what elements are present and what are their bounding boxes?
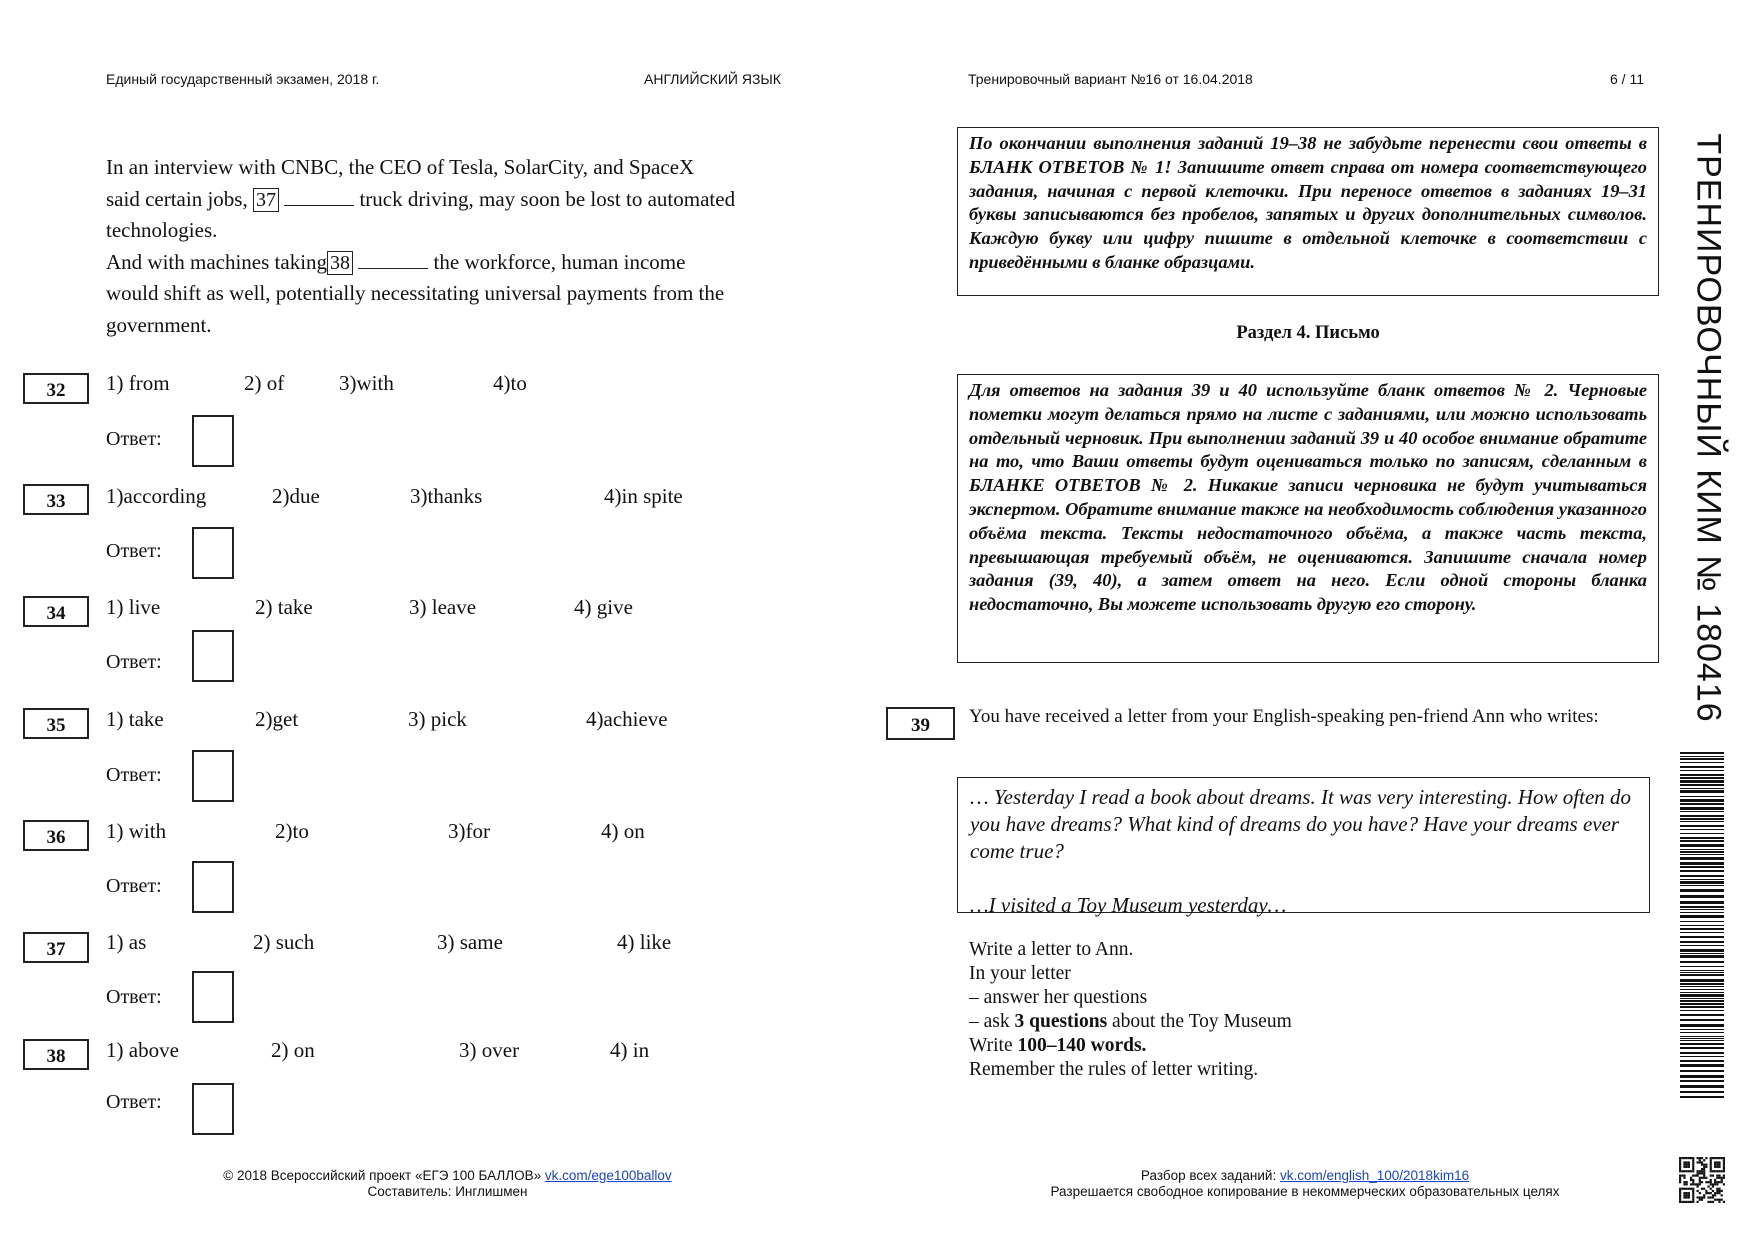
option-2: 2) such [253, 930, 315, 954]
header-subject: АНГЛИЙСКИЙ ЯЗЫК [644, 71, 781, 87]
option-3: 3)for [448, 819, 490, 843]
instruction-emphasis: 100–140 words. [1017, 1035, 1147, 1056]
section-title: Раздел 4. Письмо [1236, 323, 1380, 343]
passage-line [106, 184, 796, 216]
gap-blank [284, 187, 354, 206]
option-3: 3) leave [409, 595, 477, 619]
gap-blank [358, 250, 428, 269]
passage-text: truck driving, may soon be lost to automated [354, 186, 736, 211]
answer-box-32[interactable] [192, 415, 234, 467]
answer-label: Ответ: [106, 540, 162, 562]
footer-right [1000, 1168, 1610, 1200]
option-1: 1) take [106, 707, 164, 731]
option-2: 2) on [271, 1038, 315, 1062]
option-3: 3)thanks [410, 484, 483, 508]
option-1: 1) live [106, 595, 161, 619]
instruction-text: – ask [969, 1011, 1015, 1032]
answer-label: Ответ: [106, 428, 162, 450]
reading-passage [106, 152, 796, 341]
task-number-39: 39 [886, 707, 955, 740]
answer-box-35[interactable] [192, 750, 234, 802]
question-number-36: 36 [23, 820, 89, 851]
option-3: 3)with [339, 371, 394, 395]
option-1: 1) above [106, 1038, 179, 1062]
option-4: 4)achieve [586, 707, 668, 731]
option-2: 2)to [275, 819, 309, 843]
vertical-label-text: ТРЕНИРОВОЧНЫЙ КИМ № 180416 [1689, 133, 1727, 723]
gap-number-37: 37 [253, 188, 279, 212]
passage-line: technologies. [106, 218, 218, 242]
project-link[interactable]: vk.com/ege100ballov [544, 1168, 672, 1183]
passage-text: And with machines taking [106, 249, 328, 274]
page-number: 6 / 11 [1610, 71, 1644, 87]
answer-box-38[interactable] [192, 1083, 234, 1135]
copyright-text: © 2018 Всероссийский проект «ЕГЭ 100 БАЛЛОВ» [223, 1168, 545, 1183]
option-1: 1) with [106, 819, 167, 843]
passage-text: said certain jobs, [106, 186, 253, 211]
writing-instructions-notice: Для ответов на задания 39 и 40 используйте бланк ответов № 2. Черновые пометки могут делаться прямо на листе с заданиями, или можно использовать отдельный черновик. При выполнении заданий 39 и 40 особое внимание обратите на то, что Ваши ответы будут оцениваться только по записям, сделанным в БЛАНКЕ ОТВЕТОВ № 2. Никакие записи черновика не будут учитываться экспертом. Обратите внимание также на необходимость соблюдения указанного объёма текста. Тексты недостаточного объёма, а также часть текста, превышающая требуемый объём, не оцениваются. Запишите сначала номер задания (39, 40), а затем ответ на него. Если одной стороны бланка недостаточно, Вы можете использовать другую его сторону. [957, 374, 1659, 663]
letter-text: …I visited a Toy Museum yesterday… [970, 893, 1287, 917]
question-number-32: 32 [23, 373, 89, 404]
option-4: 4) on [601, 819, 645, 843]
analysis-link[interactable]: vk.com/english_100/2018kim16 [1279, 1168, 1470, 1183]
task-39-instructions [969, 938, 1649, 1082]
footer-author: Составитель: Инглишмен [367, 1184, 528, 1199]
question-number-37: 37 [23, 932, 89, 963]
question-number-38: 38 [23, 1039, 89, 1070]
instruction-line: Write a letter to Ann. [969, 939, 1134, 960]
gap-number-38: 38 [327, 251, 353, 275]
header-exam-title: Единый государственный экзамен, 2018 г. [106, 71, 380, 87]
answer-label: Ответ: [106, 764, 162, 786]
passage-line [106, 247, 796, 279]
instruction-emphasis: 3 questions [1014, 1011, 1108, 1032]
passage-text: the workforce, human income [428, 249, 686, 274]
question-number-33: 33 [23, 484, 89, 515]
header-variant: Тренировочный вариант №16 от 16.04.2018 [968, 71, 1253, 87]
option-1: 1)according [106, 484, 207, 508]
footer-license: Разрешается свободное копирование в некоммерческих образовательных целях [1050, 1184, 1560, 1199]
answer-label: Ответ: [106, 1091, 162, 1113]
option-3: 3) same [437, 930, 503, 954]
footer-line [160, 1168, 735, 1184]
instruction-line: – answer her questions [969, 987, 1148, 1008]
passage-line: government. [106, 312, 212, 337]
option-1: 1) from [106, 371, 170, 395]
answer-box-36[interactable] [192, 861, 234, 913]
answer-label: Ответ: [106, 986, 162, 1008]
transfer-answers-notice: По окончании выполнения заданий 19–38 не забудьте перенести свои ответы в БЛАНК ОТВЕТОВ № 1! Запишите ответ справа от номера соответствующего задания, начиная с первой клеточки. При переносе ответов в заданиях 19–31 буквы записываются без пробелов, запятых и других дополнительных символов. Каждую букву или цифру пишите в отдельной клеточке в соответствии с приведёнными в бланке образцами. [957, 127, 1659, 296]
option-3: 3) pick [408, 707, 467, 731]
option-4: 4) like [617, 930, 672, 954]
instruction-line [969, 1034, 1649, 1058]
barcode-icon [1680, 752, 1724, 1100]
vertical-kim-label [1670, 133, 1745, 723]
instruction-text: Write [969, 1035, 1018, 1056]
letter-text: … Yesterday I read a book about dreams. It was very interesting. How often do you have dreams? What kind of dreams do you have? Have your dreams ever come true? [970, 785, 1632, 863]
instruction-line: In your letter [969, 963, 1071, 984]
answer-label: Ответ: [106, 875, 162, 897]
analysis-text: Разбор всех заданий: [1140, 1168, 1280, 1183]
answer-label: Ответ: [106, 651, 162, 673]
passage-line: would shift as well, potentially necessitating universal payments from the [106, 281, 725, 305]
instruction-text: about the Toy Museum [1107, 1011, 1292, 1032]
footer-left [160, 1168, 735, 1200]
question-number-34: 34 [23, 596, 89, 627]
question-number-35: 35 [23, 708, 89, 739]
pen-friend-letter [957, 777, 1650, 917]
option-4: 4)to [493, 371, 527, 395]
qr-code-icon [1679, 1157, 1725, 1203]
answer-box-34[interactable] [192, 630, 234, 682]
option-4: 4)in spite [604, 484, 683, 508]
task-39-intro: You have received a letter from your English-speaking pen-friend Ann who writes: [969, 706, 1599, 727]
instruction-line [969, 1010, 1649, 1034]
option-3: 3) over [459, 1038, 520, 1062]
option-2: 2)due [272, 484, 320, 508]
instruction-line: Remember the rules of letter writing. [969, 1059, 1259, 1080]
option-2: 2)get [255, 707, 299, 731]
passage-line: In an interview with CNBC, the CEO of Tesla, SolarCity, and SpaceX [106, 155, 695, 179]
footer-line [1000, 1168, 1610, 1184]
option-4: 4) in [610, 1038, 650, 1062]
answer-box-37[interactable] [192, 971, 234, 1023]
option-2: 2) take [255, 595, 313, 619]
option-1: 1) as [106, 930, 147, 954]
option-4: 4) give [574, 595, 633, 619]
option-2: 2) of [244, 371, 285, 395]
answer-box-33[interactable] [192, 527, 234, 579]
